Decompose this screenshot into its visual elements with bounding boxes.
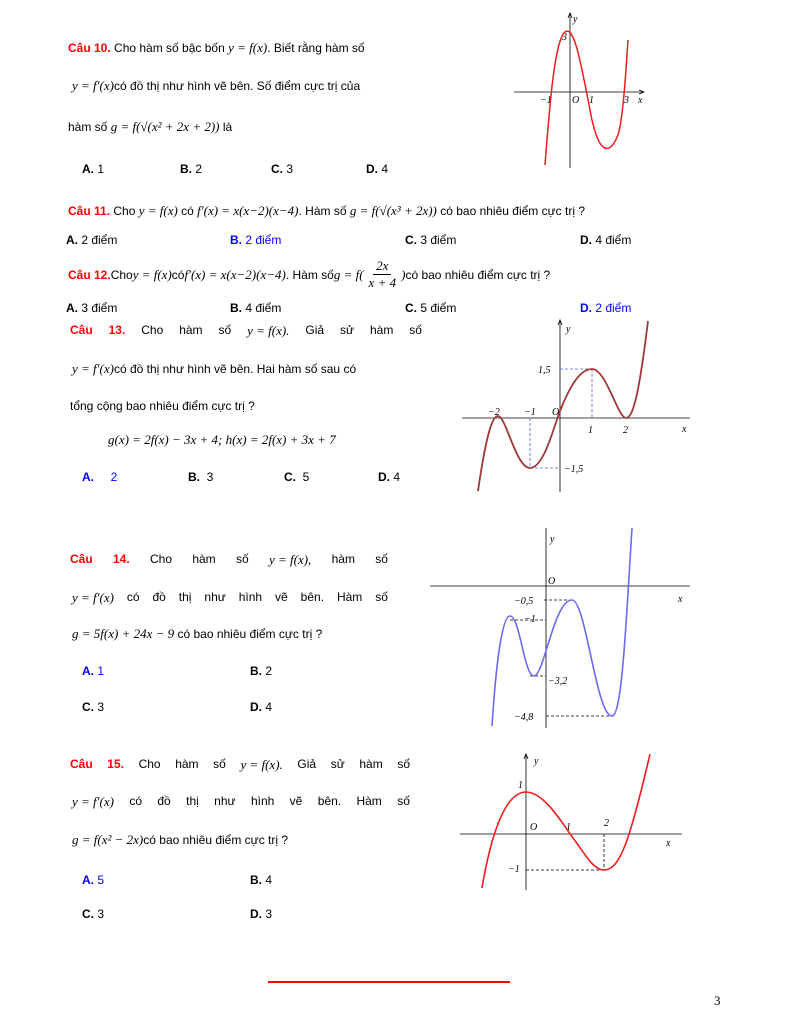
derivative-curve xyxy=(478,321,648,491)
q11-label: Câu 11. xyxy=(68,204,111,218)
q15-line2: y = f′(x) có đồ thị như hình vẽ bên. Hàm số xyxy=(72,794,410,809)
svg-text:x: x xyxy=(682,424,687,435)
svg-text:−1: −1 xyxy=(524,407,536,418)
svg-text:1,5: 1,5 xyxy=(538,365,551,376)
svg-text:x: x xyxy=(666,838,671,849)
q10-option-a: A. 1 xyxy=(82,162,105,176)
q14-line3: g = 5f(x) + 24x − 9 có bao nhiêu điểm cực trị ? xyxy=(72,626,323,641)
q10-line2: y = f′(x)có đồ thị như hình vẽ bên. Số điểm cực trị của xyxy=(72,78,361,93)
q10-line3: hàm số g = f(√(x² + 2x + 2)) là xyxy=(68,119,233,134)
q12-line1: Câu 12. Cho y = f(x) có f′(x) = x(x−2)(x−4) . Hàm số g = f( 2x x + 4 ) có bao nhiêu điểm cực trị ? xyxy=(68,258,551,290)
q10-option-c: C. 3 xyxy=(271,162,294,176)
q12-option-b: B. 4 điểm xyxy=(230,301,282,315)
svg-text:−3,2: −3,2 xyxy=(548,676,568,687)
svg-text:y: y xyxy=(550,534,555,545)
q13-option-b: B. 3 xyxy=(188,470,214,484)
q15-graph xyxy=(456,750,690,892)
svg-text:1: 1 xyxy=(588,425,593,436)
q14-option-d: D. 4 xyxy=(250,700,273,714)
footer-divider xyxy=(268,981,510,983)
q15-line3: g = f(x² − 2x)có bao nhiêu điểm cực trị ? xyxy=(72,832,289,847)
svg-text:O: O xyxy=(530,822,538,833)
derivative-curve xyxy=(545,31,628,165)
q14-line2: y = f′(x) có đồ thị như hình vẽ bên. Hàm số xyxy=(72,590,388,605)
q11-option-d: D. 4 điểm xyxy=(580,233,632,247)
q10-option-b: B. 2 xyxy=(180,162,203,176)
tick-3-x: 3 xyxy=(624,95,629,106)
q10-option-d: D. 4 xyxy=(366,162,389,176)
x-axis-label: x xyxy=(638,95,643,106)
q13-option-d: D. 4 xyxy=(378,470,401,484)
q10-label: Câu 10. xyxy=(68,41,111,55)
q15-option-a: A. 5 xyxy=(82,873,105,887)
q13-line1: Câu 13. Cho hàm số y = f(x). Giả sử hàm số xyxy=(70,323,422,338)
svg-text:2: 2 xyxy=(604,818,609,829)
svg-text:−1: −1 xyxy=(508,864,520,875)
q15-line1: Câu 15. Cho hàm số y = f(x). Giả sử hàm số xyxy=(70,757,410,772)
q11-line1: Câu 11. Cho y = f(x) có f′(x) = x(x−2)(x−4). Hàm số g = f(√(x³ + 2x)) có bao nhiêu điểm cực trị ? xyxy=(68,203,585,218)
tick-neg1: −1 xyxy=(540,95,552,106)
svg-text:2: 2 xyxy=(623,425,628,436)
q12-option-c: C. 5 điểm xyxy=(405,301,457,315)
svg-text:y: y xyxy=(566,324,571,335)
q15-option-d: D. 3 xyxy=(250,907,273,921)
svg-text:O: O xyxy=(548,576,556,587)
q13-line2: y = f′(x)có đồ thị như hình vẽ bên. Hai hàm số sau có xyxy=(72,361,357,376)
q11-option-c: C. 3 điểm xyxy=(405,233,457,247)
q13-graph xyxy=(458,316,698,494)
svg-text:−1: −1 xyxy=(524,614,536,625)
q14-option-c: C. 3 xyxy=(82,700,105,714)
svg-text:x: x xyxy=(678,594,683,605)
q15-option-b: B. 4 xyxy=(250,873,273,887)
svg-text:y: y xyxy=(534,756,539,767)
svg-text:−2: −2 xyxy=(488,407,500,418)
tick-3-y: 3 xyxy=(562,32,567,43)
q12-option-a: A. 3 điểm xyxy=(66,301,118,315)
svg-text:−4,8: −4,8 xyxy=(514,712,534,723)
svg-text:O: O xyxy=(552,407,560,418)
derivative-curve xyxy=(492,528,632,726)
q12-fraction: 2x x + 4 xyxy=(368,258,397,290)
svg-text:1: 1 xyxy=(518,780,523,791)
svg-text:1: 1 xyxy=(566,822,571,833)
q15-option-c: C. 3 xyxy=(82,907,105,921)
q14-option-a: A. 1 xyxy=(82,664,105,678)
q11-option-b: B. 2 điểm xyxy=(230,233,282,247)
q14-option-b: B. 2 xyxy=(250,664,273,678)
svg-text:−1,5: −1,5 xyxy=(564,464,584,475)
q11-option-a: A. 2 điểm xyxy=(66,233,118,247)
q13-option-a: A. 2 xyxy=(82,470,118,484)
q13-formula: g(x) = 2f(x) − 3x + 4; h(x) = 2f(x) + 3x + 7 xyxy=(108,432,336,447)
tick-1: 1 xyxy=(589,95,594,106)
y-axis-label: y xyxy=(573,14,578,25)
q13-option-c: C. 5 xyxy=(284,470,310,484)
q12-label: Câu 12. xyxy=(68,267,111,282)
q14-graph xyxy=(426,524,698,730)
origin-label: O xyxy=(572,95,580,106)
q12-option-d: D. 2 điểm xyxy=(580,301,632,315)
q14-line1: Câu 14. Cho hàm số y = f(x), hàm số xyxy=(70,552,388,567)
q10-graph xyxy=(510,10,650,170)
q13-line3: tổng cộng bao nhiêu điểm cực trị ? xyxy=(70,399,255,413)
svg-text:−0,5: −0,5 xyxy=(514,596,534,607)
page-number: 3 xyxy=(714,993,721,1008)
q10-line1: Câu 10. Cho hàm số bậc bốn y = f(x). Biết rằng hàm số xyxy=(68,40,365,55)
